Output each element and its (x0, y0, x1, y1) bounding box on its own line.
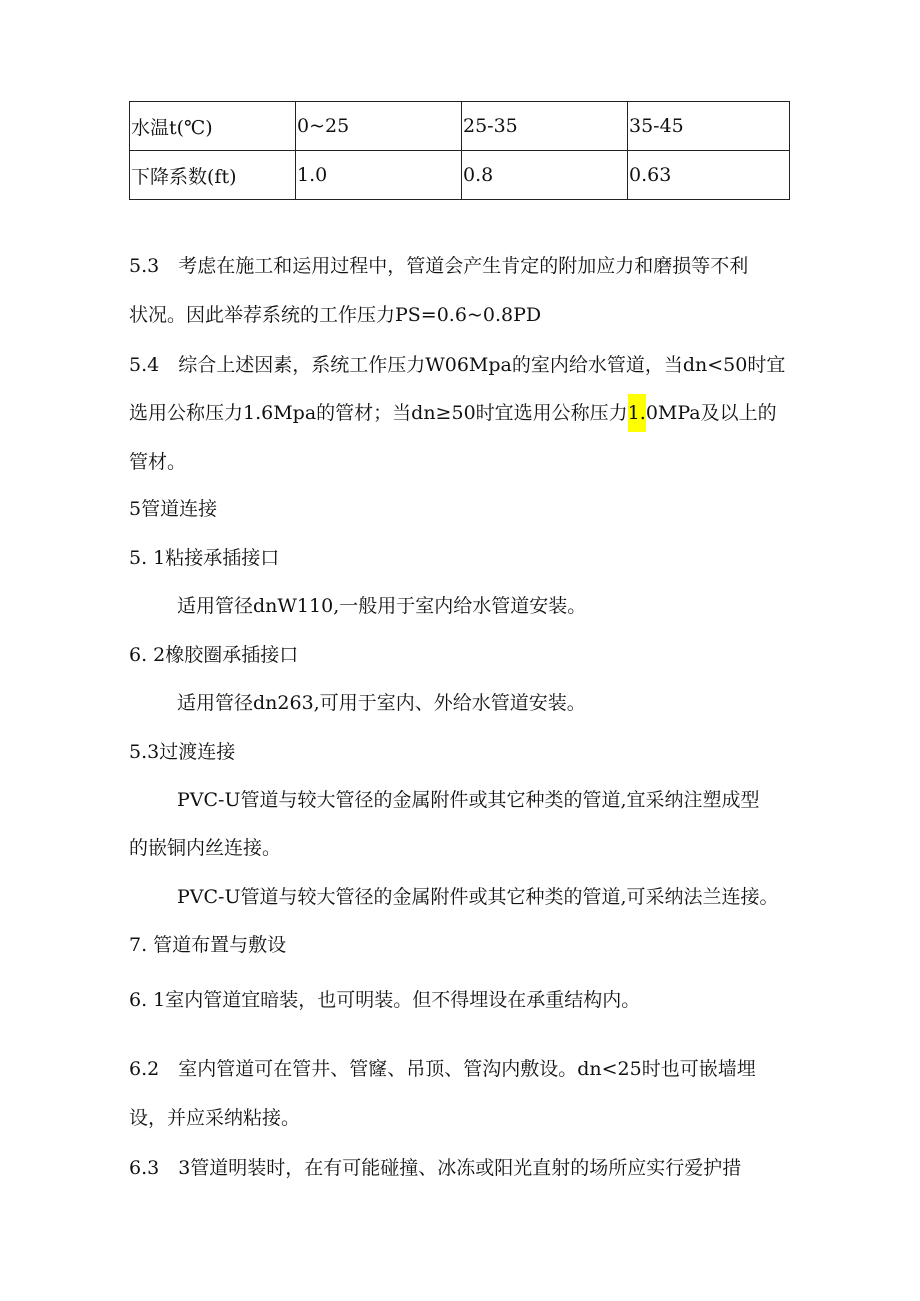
text-run: 选用公称压力1.6Mpa的管材；当dn≥50时宜选用公称压力 (129, 402, 628, 424)
table-cell: 35-45 (628, 102, 790, 151)
paragraph-line: 的嵌铜内丝连接。 (129, 837, 282, 859)
paragraph-line: 管材。 (129, 451, 187, 473)
table-cell: 下降系数(ft) (130, 151, 296, 200)
paragraph-line: PVC-U管道与较大管径的金属附件或其它种类的管道,可采纳法兰连接。 (177, 886, 779, 908)
temperature-coefficient-table (129, 101, 790, 200)
table-row (130, 102, 790, 151)
paragraph-line: 6. 1室内管道宜暗装，也可明装。但不得埋设在承重结构内。 (129, 989, 641, 1011)
paragraph-line: 状况。因此举荐系统的工作压力PS=0.6~0.8PD (129, 304, 542, 326)
paragraph-line: 6.3 3管道明装时，在有可能碰撞、冰冻或阳光直射的场所应实行爱护措 (129, 1157, 742, 1179)
paragraph-line: 6.2 室内管道可在管井、管窿、吊顶、管沟内敷设。dn<25时也可嵌墙埋 (129, 1058, 756, 1080)
section-heading: 5. 1粘接承插接口 (129, 547, 280, 569)
text-run: 0MPa及以上的 (645, 402, 777, 424)
paragraph-line: 适用管径dnW110,一般用于室内给水管道安装。 (177, 595, 587, 617)
table-cell: 25-35 (462, 102, 628, 151)
highlighted-text: 1. (628, 394, 646, 432)
paragraph-line: PVC-U管道与较大管径的金属附件或其它种类的管道,宜采纳注塑成型 (177, 789, 760, 811)
table-cell: 0.63 (628, 151, 790, 200)
paragraph-line (129, 401, 777, 425)
section-heading: 5管道连接 (129, 498, 218, 520)
table-cell: 1.0 (296, 151, 462, 200)
paragraph-line: 设，并应采纳粘接。 (129, 1107, 301, 1129)
section-heading: 7. 管道布置与敷设 (129, 934, 287, 956)
paragraph-line: 5.4 综合上述因素，系统工作压力W06Mpa的室内给水管道，当dn<50时宜 (129, 354, 786, 376)
table-cell: 水温t(℃) (130, 102, 296, 151)
table-cell: 0~25 (296, 102, 462, 151)
paragraph-line: 适用管径dn263,可用于室内、外给水管道安装。 (177, 692, 586, 714)
table-cell: 0.8 (462, 151, 628, 200)
paragraph-line: 5.3 考虑在施工和运用过程中，管道会产生肯定的附加应力和磨损等不利 (129, 255, 749, 277)
section-heading: 6. 2橡胶圈承插接口 (129, 644, 299, 666)
table-row (130, 151, 790, 200)
section-heading: 5.3过渡连接 (129, 741, 236, 763)
